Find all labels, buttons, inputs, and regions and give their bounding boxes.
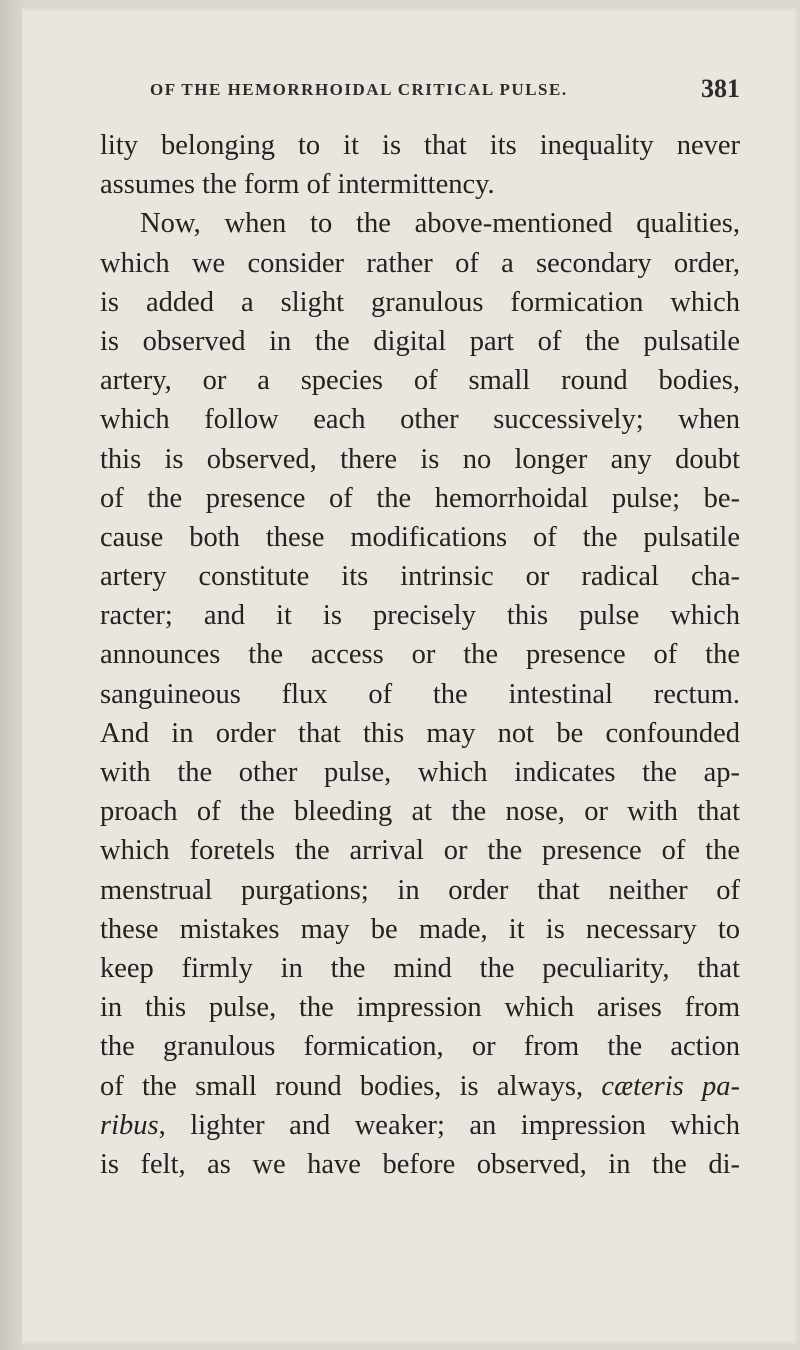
text-line: is added a slight granulous formication which: [100, 286, 740, 318]
text-line: which follow each other successively; when: [100, 404, 740, 436]
text-line: racter; and it is precisely this pulse which: [100, 600, 740, 632]
text-line: the granulous formication, or from the action: [100, 1031, 740, 1063]
page-number: 381: [701, 74, 740, 103]
italic-text: cæteris pa-: [601, 1070, 740, 1102]
text-line: these mistakes may be made, it is necessary to: [100, 913, 740, 945]
text-run: of the small round bodies, is always,: [100, 1070, 602, 1102]
italic-text: ribus: [100, 1109, 159, 1141]
text-line: lity belonging to it is that its inequality never: [100, 130, 740, 161]
text-line: sanguineous flux of the intestinal rectum.: [100, 678, 740, 710]
text-line: artery, or a species of small round bodies,: [100, 365, 740, 397]
text-line: in this pulse, the impression which arises from: [100, 992, 740, 1024]
text-line: keep firmly in the mind the peculiarity, that: [100, 952, 740, 984]
text-line: Now, when to the above-mentioned qualities,: [140, 208, 740, 240]
text-line: is observed in the digital part of the pulsatile: [100, 325, 740, 357]
text-run: , lighter and weaker; an impression which: [158, 1109, 740, 1141]
text-line: which foretels the arrival or the presence of the: [100, 835, 740, 867]
text-line: with the other pulse, which indicates the ap-: [100, 757, 740, 788]
text-line: cause both these modifications of the pulsatile: [100, 521, 740, 553]
text-line: this is observed, there is no longer any doubt: [100, 443, 740, 475]
text-line: artery constitute its intrinsic or radical cha-: [100, 561, 740, 593]
text-line: is felt, as we have before observed, in the di-: [100, 1148, 740, 1180]
text-line: which we consider rather of a secondary order,: [100, 247, 740, 279]
page-header: [150, 74, 740, 108]
text-line: proach of the bleeding at the nose, or with that: [100, 796, 740, 828]
text-line: [100, 1067, 740, 1106]
running-head: OF THE HEMORRHOIDAL CRITICAL PULSE.: [150, 80, 568, 99]
text-line: [100, 1106, 740, 1145]
page-edge: [0, 0, 22, 1350]
text-line: assumes the form of intermittency.: [100, 169, 495, 201]
text-line: And in order that this may not be confounded: [100, 717, 740, 749]
body-text: [100, 126, 740, 1184]
text-line: menstrual purgations; in order that neither of: [100, 874, 740, 906]
text-line: of the presence of the hemorrhoidal pulse; be-: [100, 482, 740, 514]
text-line: announces the access or the presence of the: [100, 639, 740, 671]
